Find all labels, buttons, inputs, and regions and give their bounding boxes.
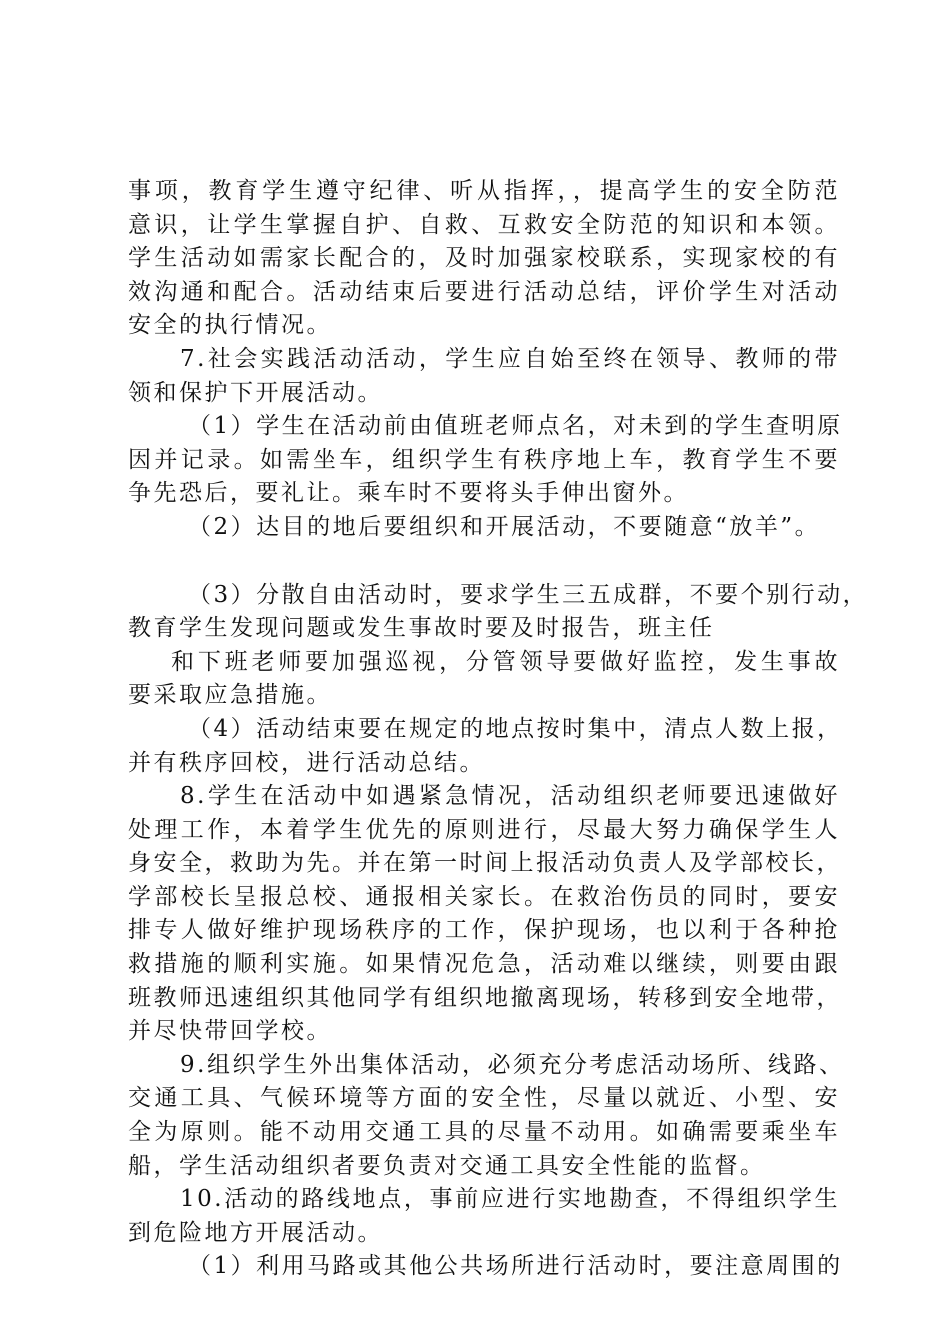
text-line: 8.学生在活动中如遇紧急情况，活动组织老师要迅速做好 bbox=[180, 783, 840, 810]
text-line: 教育学生发现问题或发生事故时要及时报告，班主任 bbox=[128, 615, 715, 642]
text-line: 领和保护下开展活动。 bbox=[128, 379, 383, 406]
text-line: 交通工具、气候环境等方面的安全性，尽量以就近、小型、安 bbox=[128, 1085, 840, 1112]
text-line: 并尽快带回学校。 bbox=[128, 1018, 332, 1045]
text-line: 船，学生活动组织者要负责对交通工具安全性能的监督。 bbox=[128, 1152, 766, 1179]
text-line: 事项，教育学生遵守纪律、听从指挥，，提高学生的安全防范 bbox=[128, 178, 840, 204]
text-line: 排专人做好维护现场秩序的工作，保护现场，也以利于各种抢 bbox=[128, 917, 840, 944]
text-line: （1）学生在活动前由值班老师点名，对未到的学生查明原 bbox=[188, 413, 843, 440]
text-line: 救措施的顺利实施。如果情况危急，活动难以继续，则要由跟 bbox=[128, 951, 840, 978]
text-line: 并有秩序回校，进行活动总结。 bbox=[128, 749, 485, 776]
text-line: 7.社会实践活动活动，学生应自始至终在领导、教师的带 bbox=[180, 345, 840, 372]
text-line: 要采取应急措施。 bbox=[128, 682, 332, 709]
text-line: （1）利用马路或其他公共场所进行活动时，要注意周围的 bbox=[188, 1253, 843, 1280]
text-line: 全为原则。能不动用交通工具的尽量不动用。如确需要乘坐车 bbox=[128, 1119, 840, 1146]
text-line: （4）活动结束要在规定的地点按时集中，清点人数上报， bbox=[188, 715, 843, 742]
text-line: 处理工作，本着学生优先的原则进行，尽最大努力确保学生人 bbox=[128, 816, 840, 843]
text-line: 争先恐后，要礼让。乘车时不要将头手伸出窗外。 bbox=[128, 480, 689, 507]
text-line: 意识，让学生掌握自护、自救、互救安全防范的知识和本领。 bbox=[128, 211, 840, 238]
text-line: 学部校长呈报总校、通报相关家长。在救治伤员的同时，要安 bbox=[128, 883, 840, 910]
text-line: 9.组织学生外出集体活动，必须充分考虑活动场所、线路、 bbox=[180, 1051, 845, 1078]
text-line: 班教师迅速组织其他同学有组织地撤离现场，转移到安全地带， bbox=[128, 984, 842, 1011]
text-line: （3）分散自由活动时，要求学生三五成群，不要个别行动， bbox=[188, 581, 869, 608]
text-line: 身安全，救助为先。并在第一时间上报活动负责人及学部校长， bbox=[128, 850, 842, 877]
text-line: 到危险地方开展活动。 bbox=[128, 1219, 383, 1246]
text-line: 10.活动的路线地点，事前应进行实地勘查，不得组织学生 bbox=[180, 1186, 840, 1213]
text-line: 因并记录。如需坐车，组织学生有秩序地上车，教育学生不要 bbox=[128, 446, 840, 473]
text-line: 效沟通和配合。活动结束后要进行活动总结，评价学生对活动 bbox=[128, 278, 840, 305]
text-line: （2）达目的地后要组织和开展活动，不要随意“放羊”。 bbox=[188, 513, 821, 540]
document-body bbox=[128, 175, 869, 1284]
text-line: 和下班老师要加强巡视，分管领导要做好监控，发生事故 bbox=[171, 648, 840, 675]
text-line: 学生活动如需家长配合的，及时加强家校联系，实现家校的有 bbox=[128, 245, 840, 272]
text-line: 安全的执行情况。 bbox=[128, 312, 332, 339]
